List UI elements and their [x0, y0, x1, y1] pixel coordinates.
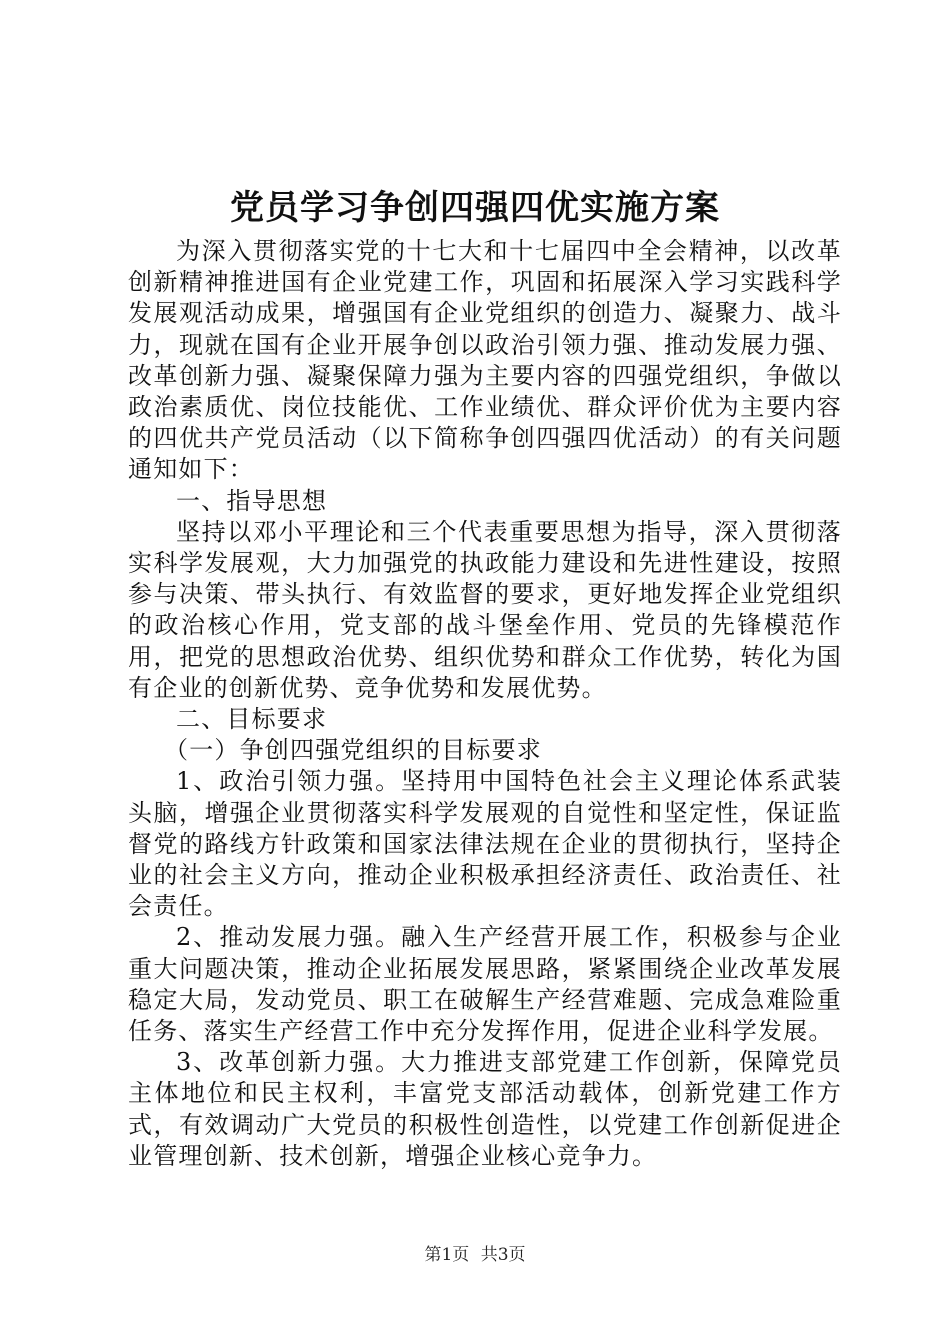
goal-item-political-leadership: 1、政治引领力强。坚持用中国特色社会主义理论体系武装头脑，增强企业贯彻落实科学发展观的自觉性和坚定性，保证监督党的路线方针政策和国家法律法规在企业的贯彻执行，坚持企业的社会主义方向，推动企业积极承担经济责任、政治责任、社会责任。 — [128, 767, 842, 921]
page-footer — [0, 1244, 950, 1266]
section-heading-goals: 二、目标要求 — [176, 705, 328, 734]
goal-item-innovation: 3、改革创新力强。大力推进支部党建工作创新，保障党员主体地位和民主权利，丰富党支部活动载体，创新党建工作方式，有效调动广大党员的积极性创造性，以党建工作创新促进企业管理创新、技术创新，增强企业核心竞争力。 — [128, 1048, 842, 1170]
page-total: 共3页 — [480, 1245, 526, 1265]
page-number: 第1页 — [424, 1245, 470, 1265]
guiding-ideology-paragraph: 坚持以邓小平理论和三个代表重要思想为指导，深入贯彻落实科学发展观，大力加强党的执政能力建设和先进性建设，按照参与决策、带头执行、有效监督的要求，更好地发挥企业党组织的政治核心作用，党支部的战斗堡垒作用、党员的先锋模范作用，把党的思想政治优势、组织优势和群众工作优势，转化为国有企业的创新优势、竞争优势和发展优势。 — [128, 517, 842, 702]
section-heading-guiding-ideology: 一、指导思想 — [176, 486, 328, 515]
subsection-heading-four-strong: （一）争创四强党组织的目标要求 — [164, 736, 542, 765]
goal-item-development: 2、推动发展力强。融入生产经营开展工作，积极参与企业重大问题决策，推动企业拓展发展思路，紧紧围绕企业改革发展稳定大局，发动党员、职工在破解生产经营难题、完成急难险重任务、落实生产经营工作中充分发挥作用，促进企业科学发展。 — [128, 923, 842, 1046]
document-title: 党员学习争创四强四优实施方案 — [230, 188, 720, 228]
document-body — [128, 236, 842, 1172]
intro-paragraph: 为深入贯彻落实党的十七大和十七届四中全会精神，以改革创新精神推进国有企业党建工作，巩固和拓展深入学习实践科学发展观活动成果，增强国有企业党组织的创造力、凝聚力、战斗力，现就在国有企业开展争创以政治引领力强、推动发展力强、改革创新力强、凝聚保障力强为主要内容的四强党组织，争做以政治素质优、岗位技能优、工作业绩优、群众评价优为主要内容的四优共产党员活动（以下简称争创四强四优活动）的有关问题通知如下： — [128, 237, 842, 484]
